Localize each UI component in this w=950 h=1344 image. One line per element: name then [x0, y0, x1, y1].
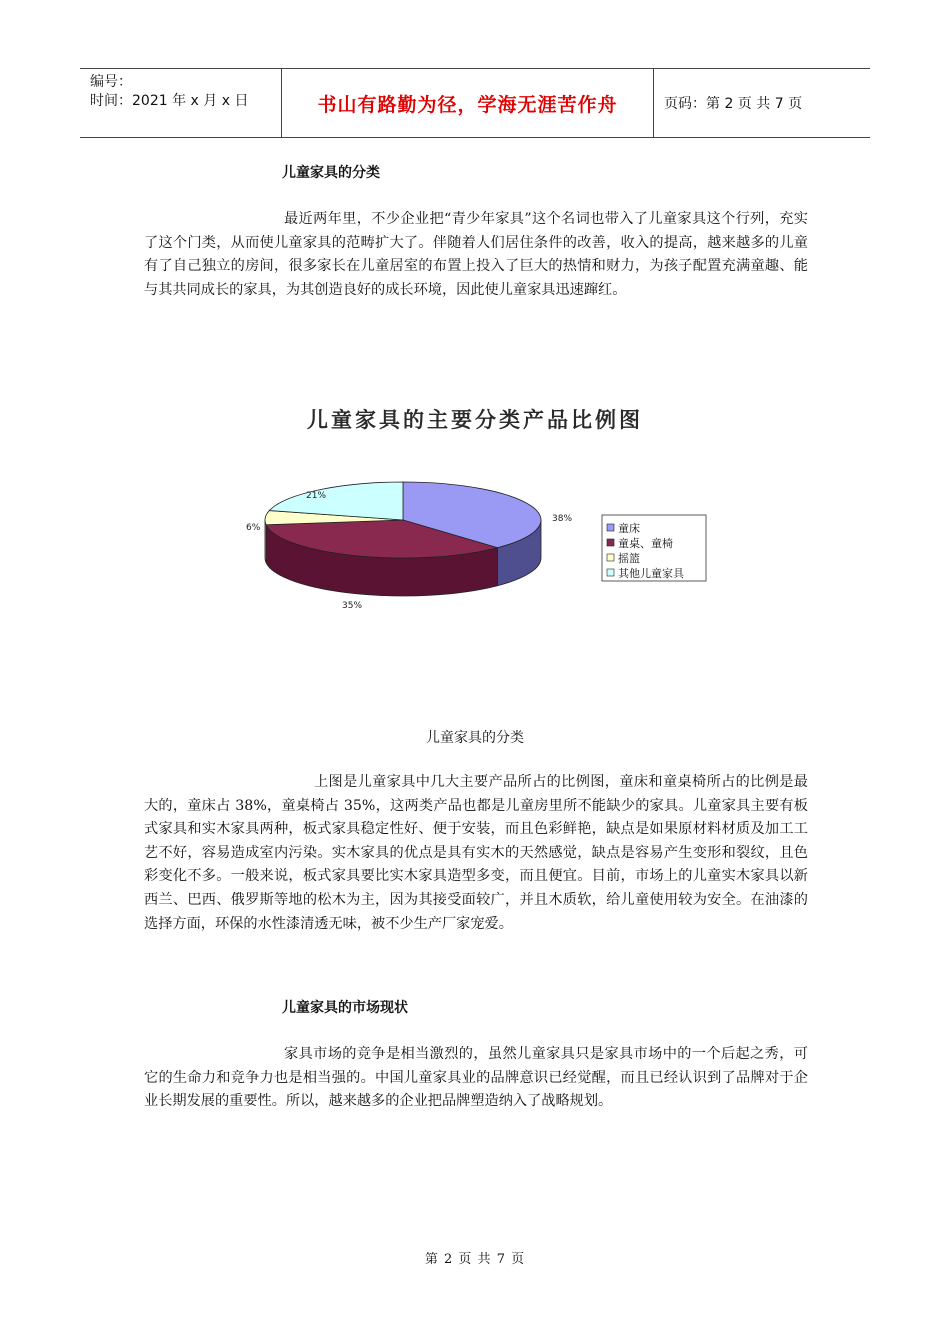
- legend-label-2: 童桌、童椅: [618, 537, 673, 550]
- data-label-2: 35%: [342, 601, 363, 611]
- legend-swatch-4: [607, 569, 614, 576]
- legend-swatch-1: [607, 524, 614, 531]
- header-table: [80, 68, 870, 138]
- paragraph-intro: 最近两年里，不少企业把“青少年家具”这个名词也带入了儿童家具这个行列，充实了这个门类，从而使儿童家具的范畴扩大了。伴随着人们居住条件的改善，收入的提高，越来越多的儿童有了自己独立的房间，很多家长在儿童居室的布置上投入了巨大的热情和财力，为孩子配置充满童趣、能与其共同成长的家具，为其创造良好的成长环境，因此使儿童家具迅速蹿红。: [144, 211, 808, 298]
- chart-caption: 儿童家具的分类: [426, 730, 524, 746]
- header-motto: 书山有路勤为径，学海无涯苦作舟: [282, 69, 654, 137]
- chart-legend: [602, 515, 706, 581]
- legend-swatch-2: [607, 539, 614, 546]
- section-heading-classification: 儿童家具的分类: [282, 165, 380, 181]
- legend-swatch-3: [607, 554, 614, 561]
- chart-title: 儿童家具的主要分类产品比例图: [307, 408, 643, 432]
- data-label-4: 21%: [306, 491, 327, 501]
- legend-label-1: 童床: [618, 522, 640, 535]
- paragraph-analysis: 上图是儿童家具中几大主要产品所占的比例图，童床和童桌椅所占的比例是最大的，童床占 38%，童桌椅占 35%，这两类产品也都是儿童房里所不能缺少的家具。儿童家具主要有板式家具和实木家具两种，板式家具稳定性好、便于安装，而且色彩鲜艳，缺点是如果原材料材质及加工工艺不好，容易造成室内污染。实木家具的优点是具有实木的天然感觉，缺点是容易产生变形和裂纹，且色彩变化不多。一般来说，板式家具要比实木家具造型多变，而且便宜。目前，市场上的儿童实木家具以新西兰、巴西、俄罗斯等地的松木为主，因为其接受面较广，并且木质软，给儿童使用较为安全。在油漆的选择方面，环保的水性漆清透无味，被不少生产厂家宠爱。: [144, 774, 808, 932]
- time-label: 时间：2021 年 x 月 x 日: [90, 93, 249, 109]
- page-footer: 第 2 页 共 7 页: [424, 1252, 526, 1267]
- paragraph-market: 家具市场的竞争是相当激烈的，虽然儿童家具只是家具市场中的一个后起之秀，可它的生命力和竞争力也是相当强的。中国儿童家具业的品牌意识已经觉醒，而且已经认识到了品牌对于企业长期发展的重要性。所以，越来越多的企业把品牌塑造纳入了战略规划。: [144, 1046, 808, 1110]
- header-page-info: 页码：第 2 页 共 7 页: [664, 96, 803, 112]
- legend-label-4: 其他儿童家具: [618, 567, 684, 580]
- legend-label-3: 摇篮: [618, 552, 640, 565]
- section-heading-market: 儿童家具的市场现状: [282, 1000, 408, 1016]
- data-label-1: 38%: [552, 514, 573, 524]
- pie-chart: [230, 478, 720, 618]
- data-label-3: 6%: [246, 523, 261, 533]
- pie-side-3: [265, 520, 266, 563]
- number-label: 编号：: [90, 74, 132, 90]
- header-meta: [80, 69, 282, 137]
